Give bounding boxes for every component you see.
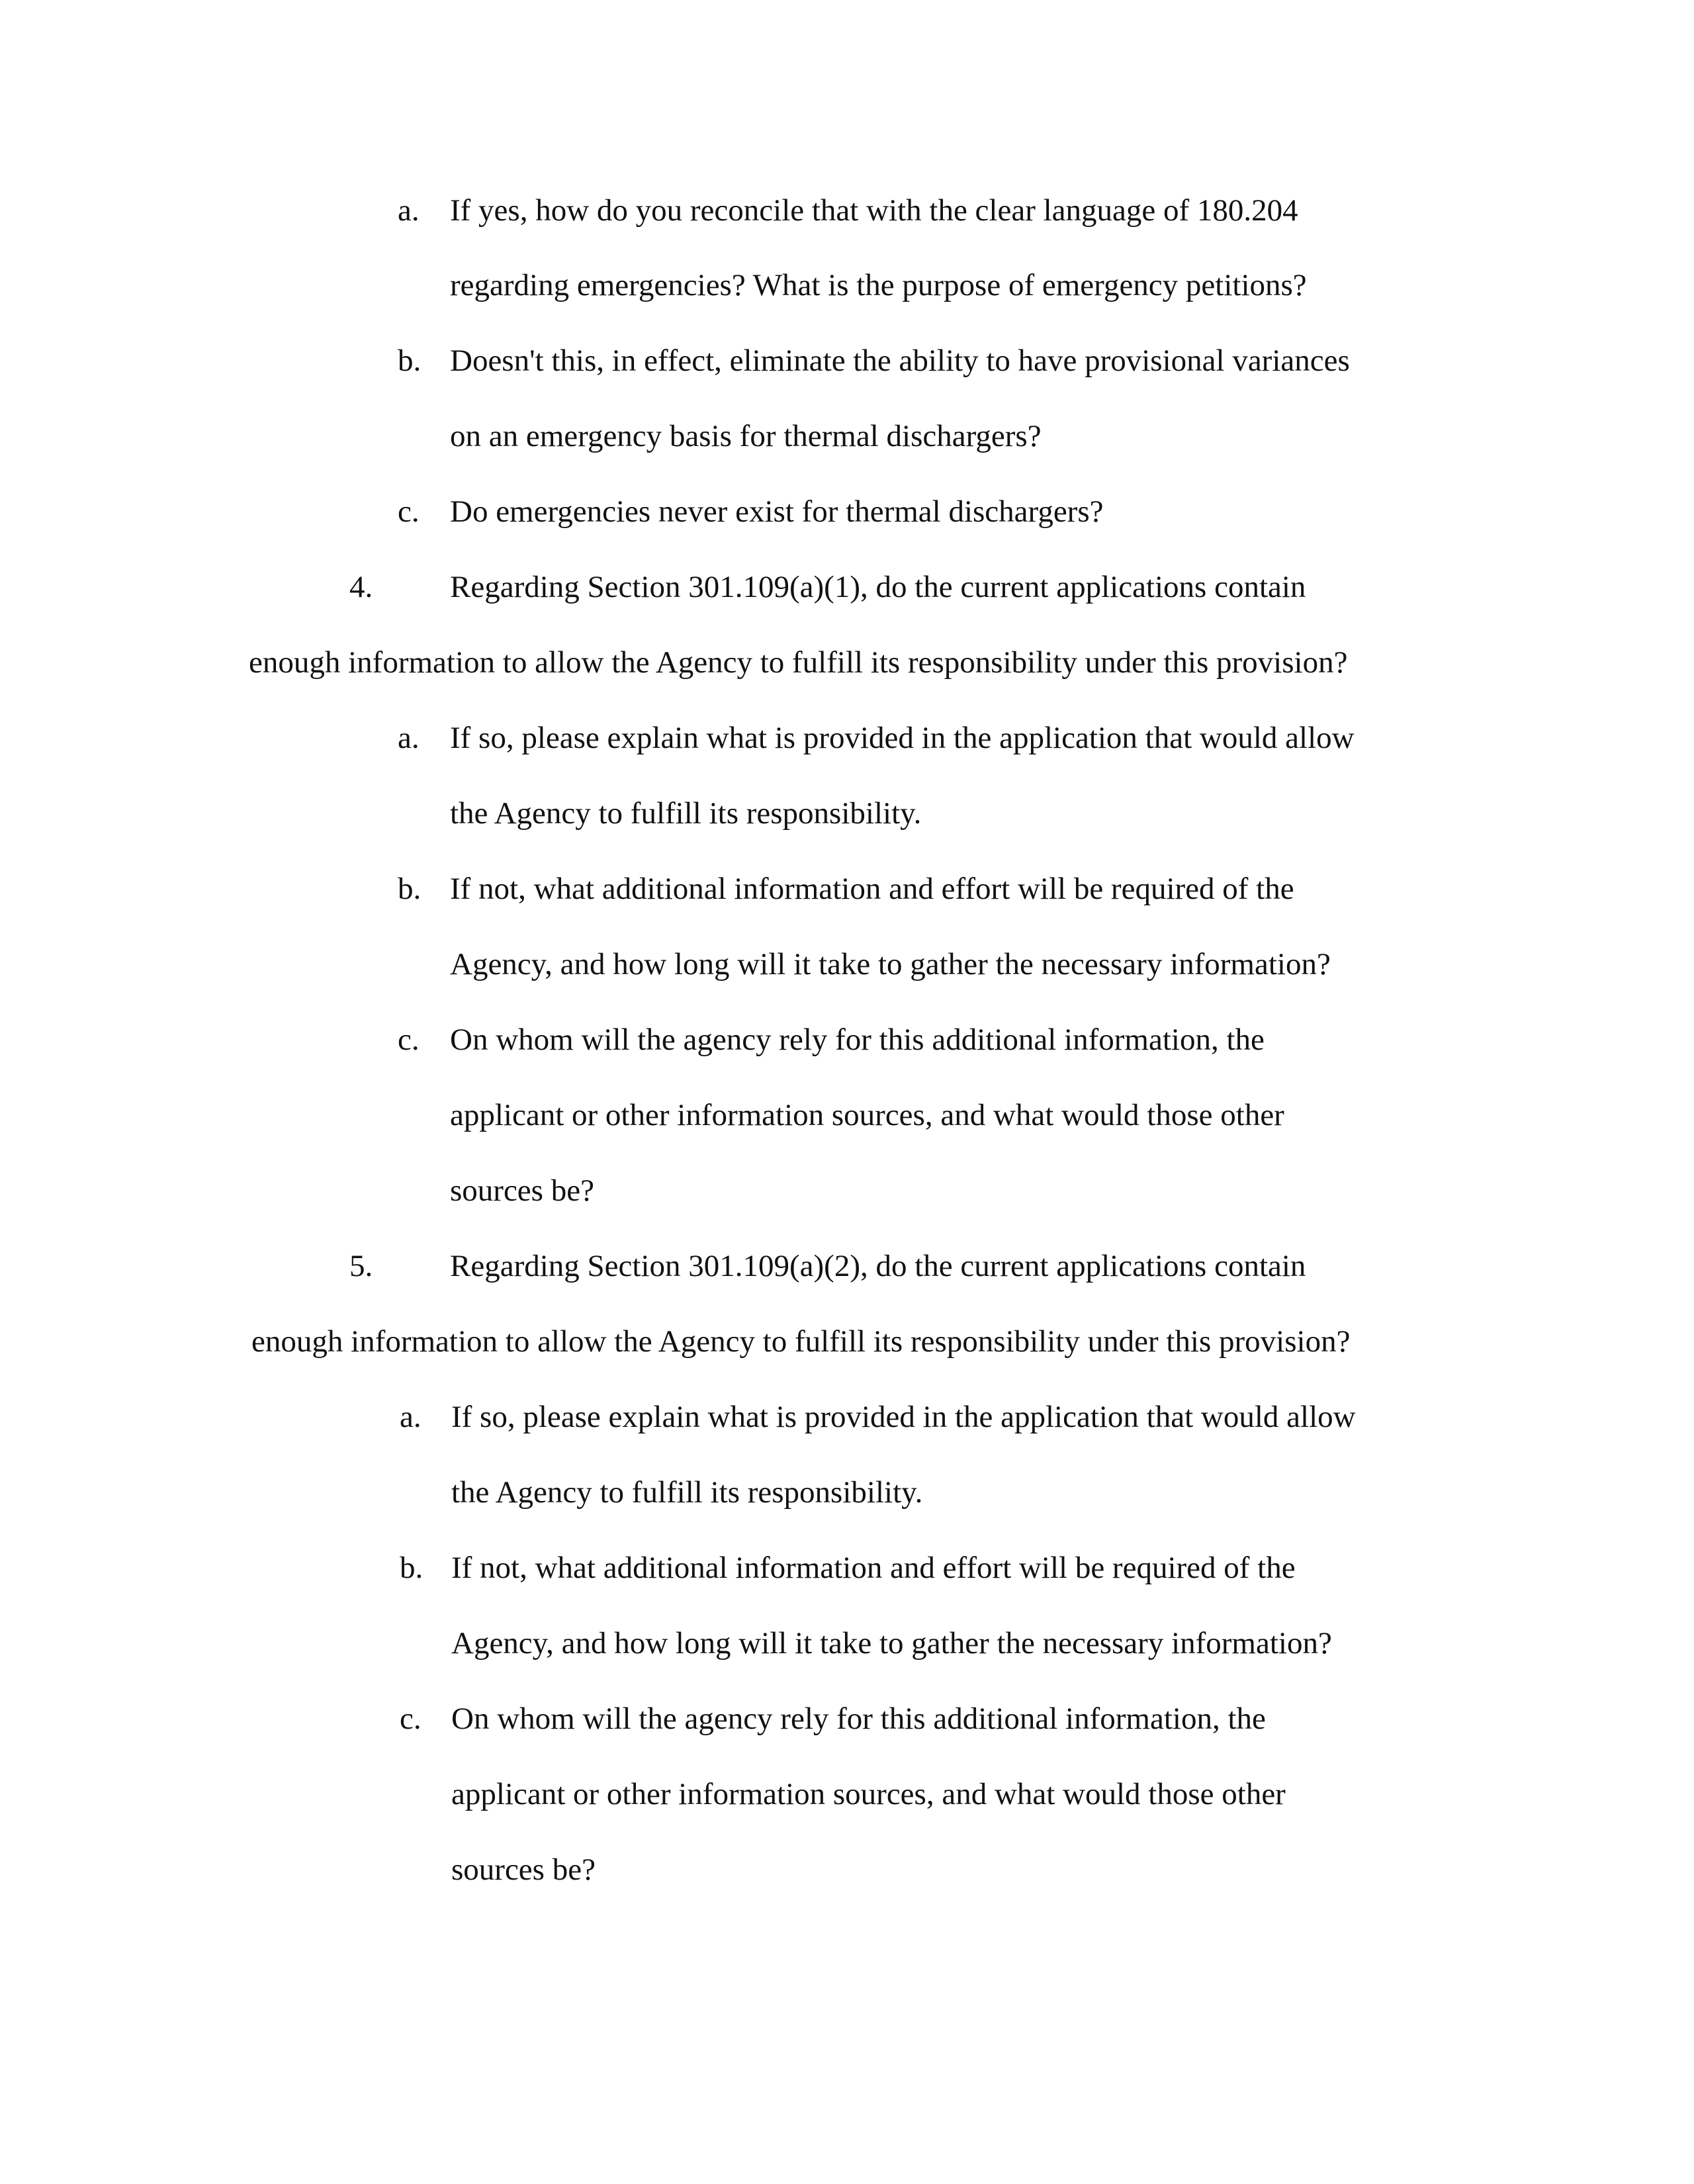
question-text-line: enough information to allow the Agency to fulfill its responsibility under this provision? — [251, 1324, 1351, 1359]
question-number: 4. — [349, 570, 373, 604]
item-text-line: On whom will the agency rely for this additional information, the — [450, 1023, 1265, 1057]
item-text-line: If so, please explain what is provided in the application that would allow — [450, 721, 1355, 755]
item-text-line: applicant or other information sources, and what would those other — [451, 1777, 1286, 1811]
item-label: b. — [400, 1551, 424, 1585]
item-text-line: On whom will the agency rely for this additional information, the — [451, 1702, 1266, 1736]
item-label: a. — [400, 1400, 422, 1434]
item-text-line: on an emergency basis for thermal dischargers? — [450, 419, 1042, 453]
item-text-line: If not, what additional information and effort will be required of the — [450, 872, 1294, 906]
item-label: b. — [398, 343, 422, 378]
item-label: a. — [398, 193, 420, 228]
item-text-line: If yes, how do you reconcile that with the clear language of 180.204 — [450, 193, 1298, 228]
question-text-line: enough information to allow the Agency to fulfill its responsibility under this provision? — [249, 645, 1348, 680]
item-text-line: Agency, and how long will it take to gather the necessary information? — [451, 1626, 1332, 1661]
item-text-line: the Agency to fulfill its responsibility. — [451, 1475, 923, 1510]
item-text-line: Doesn't this, in effect, eliminate the ability to have provisional variances — [450, 343, 1350, 378]
item-text-line: Agency, and how long will it take to gather the necessary information? — [450, 947, 1331, 981]
question-text-line: Regarding Section 301.109(a)(2), do the current applications contain — [450, 1249, 1306, 1283]
item-label: b. — [398, 872, 422, 906]
item-text-line: Do emergencies never exist for thermal dischargers? — [450, 494, 1104, 529]
question-number: 5. — [349, 1249, 373, 1283]
question-text-line: Regarding Section 301.109(a)(1), do the current applications contain — [450, 570, 1306, 604]
item-label: c. — [400, 1702, 422, 1736]
item-text-line: sources be? — [451, 1852, 596, 1887]
item-text-line: applicant or other information sources, and what would those other — [450, 1098, 1284, 1132]
item-text-line: If not, what additional information and effort will be required of the — [451, 1551, 1296, 1585]
item-label: c. — [398, 494, 420, 529]
item-label: a. — [398, 721, 420, 755]
item-text-line: regarding emergencies? What is the purpose of emergency petitions? — [450, 268, 1307, 302]
item-text-line: sources be? — [450, 1173, 594, 1208]
item-text-line: If so, please explain what is provided in the application that would allow — [451, 1400, 1356, 1434]
item-label: c. — [398, 1023, 420, 1057]
item-text-line: the Agency to fulfill its responsibility. — [450, 796, 922, 831]
